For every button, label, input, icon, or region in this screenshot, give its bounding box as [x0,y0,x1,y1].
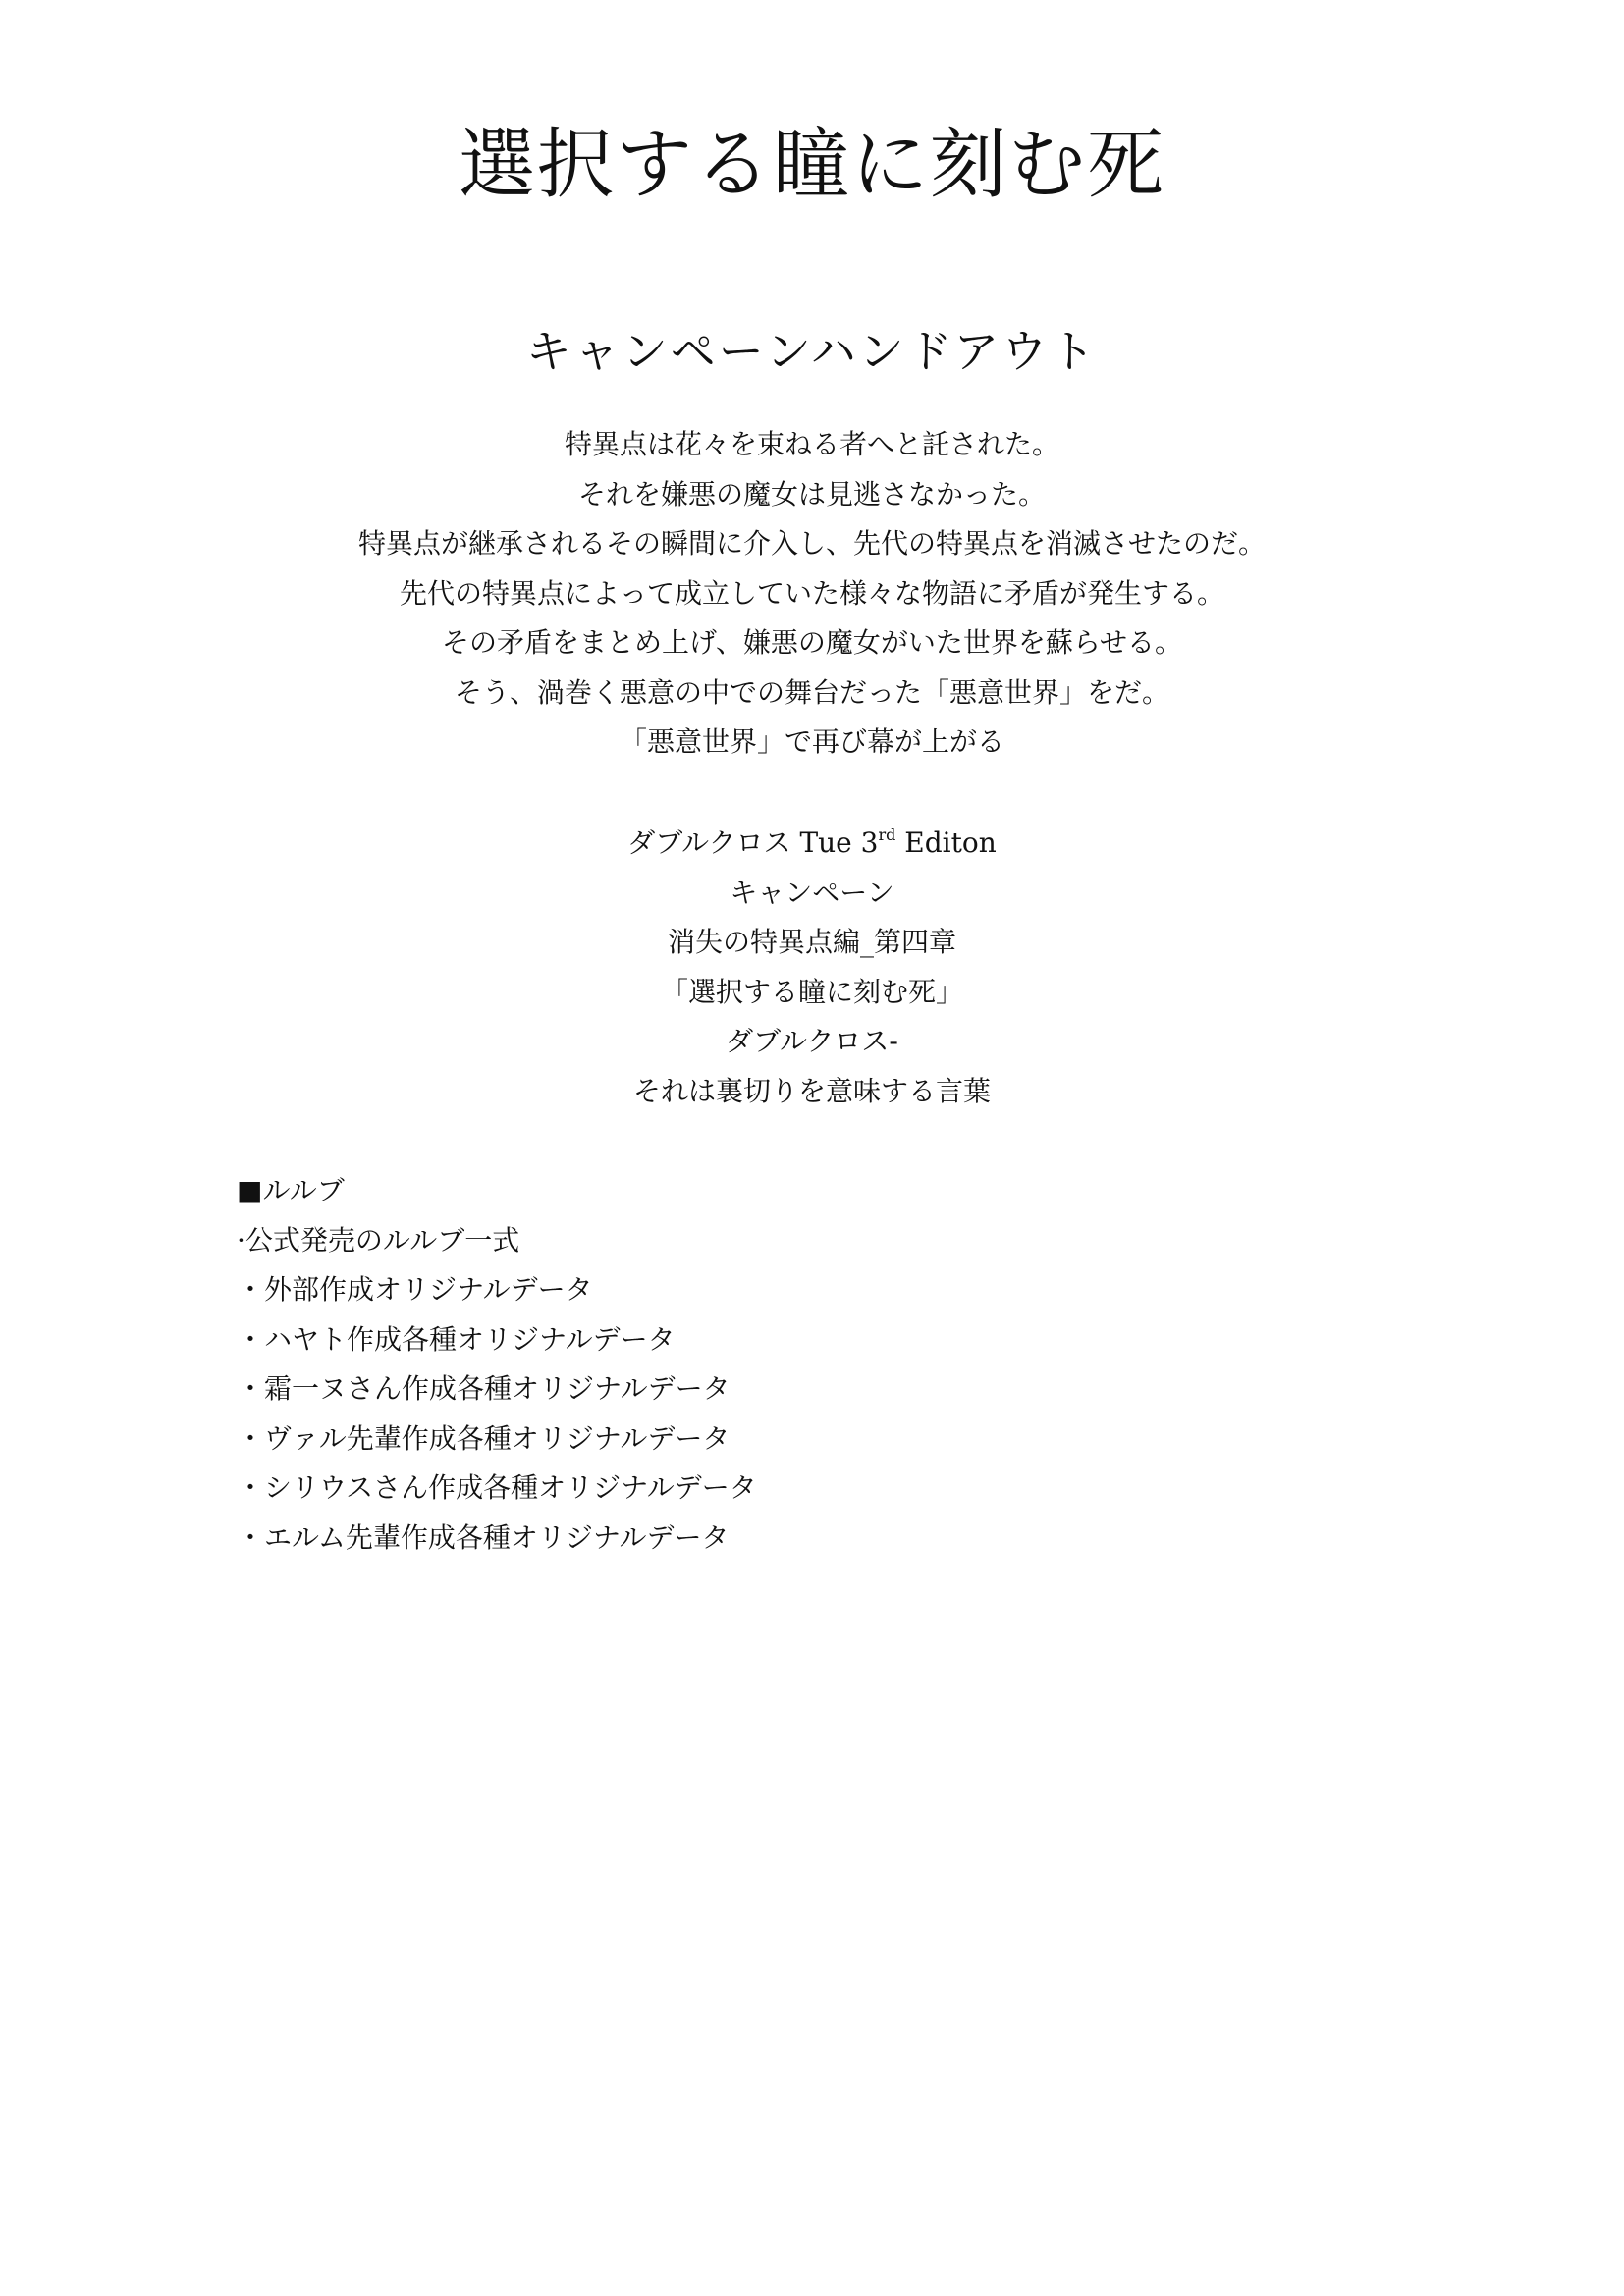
intro-line: そう、渦巻く悪意の中での舞台だった「悪意世界」をだ。 [454,675,1169,709]
intro-line: それを嫌悪の魔女は見逃さなかった。 [577,477,1046,510]
system-name-prefix: ダブルクロス Tue 3 [627,827,879,859]
list-item: ・シリウスさん作成各種オリジナルデータ [237,1471,757,1504]
intro-line: 先代の特異点によって成立していた様々な物語に矛盾が発生する。 [399,576,1224,610]
handout-heading: キャンペーンハンドアウト [525,325,1099,378]
credits-block [0,819,1624,1116]
tagline-line: それは裏切りを意味する言葉 [632,1074,991,1107]
rulebook-heading: ■ルルブ [237,1174,345,1206]
intro-line: 特異点は花々を束ねる者へと託された。 [564,428,1059,460]
list-item: ·公式発売のルルブ一式 [237,1223,520,1256]
list-item: ・ハヤト作成各種オリジナルデータ [237,1322,676,1356]
arc-label: 消失の特異点編_第四章 [667,926,956,958]
rulebook-section [237,1166,1415,1563]
intro-line: 「悪意世界」で再び幕が上がる [619,725,1004,758]
intro-line: 特異点が継承されるその瞬間に介入し、先代の特異点を消滅させたのだ。 [357,527,1266,560]
intro-line: その矛盾をまとめ上げ、嫌悪の魔女がいた世界を蘇らせる。 [441,626,1183,659]
scenario-title: 「選択する瞳に刻む死」 [660,975,963,1008]
list-item: ・外部作成オリジナルデータ [237,1273,593,1306]
list-item: ・霜一ヌさん作成各種オリジナルデータ [237,1372,731,1405]
campaign-label: キャンペーン [730,876,894,909]
list-item: ・ヴァル先輩作成各種オリジナルデータ [237,1421,731,1455]
system-name-suffix: Editon [895,827,997,859]
intro-paragraph [0,420,1624,768]
page-title: 選択する瞳に刻む死 [458,121,1165,209]
list-item: ・エルム先輩作成各種オリジナルデータ [237,1521,730,1554]
tagline-line: ダブルクロス- [726,1025,898,1057]
system-name-ordinal: rd [878,826,896,844]
system-name [0,819,1624,869]
